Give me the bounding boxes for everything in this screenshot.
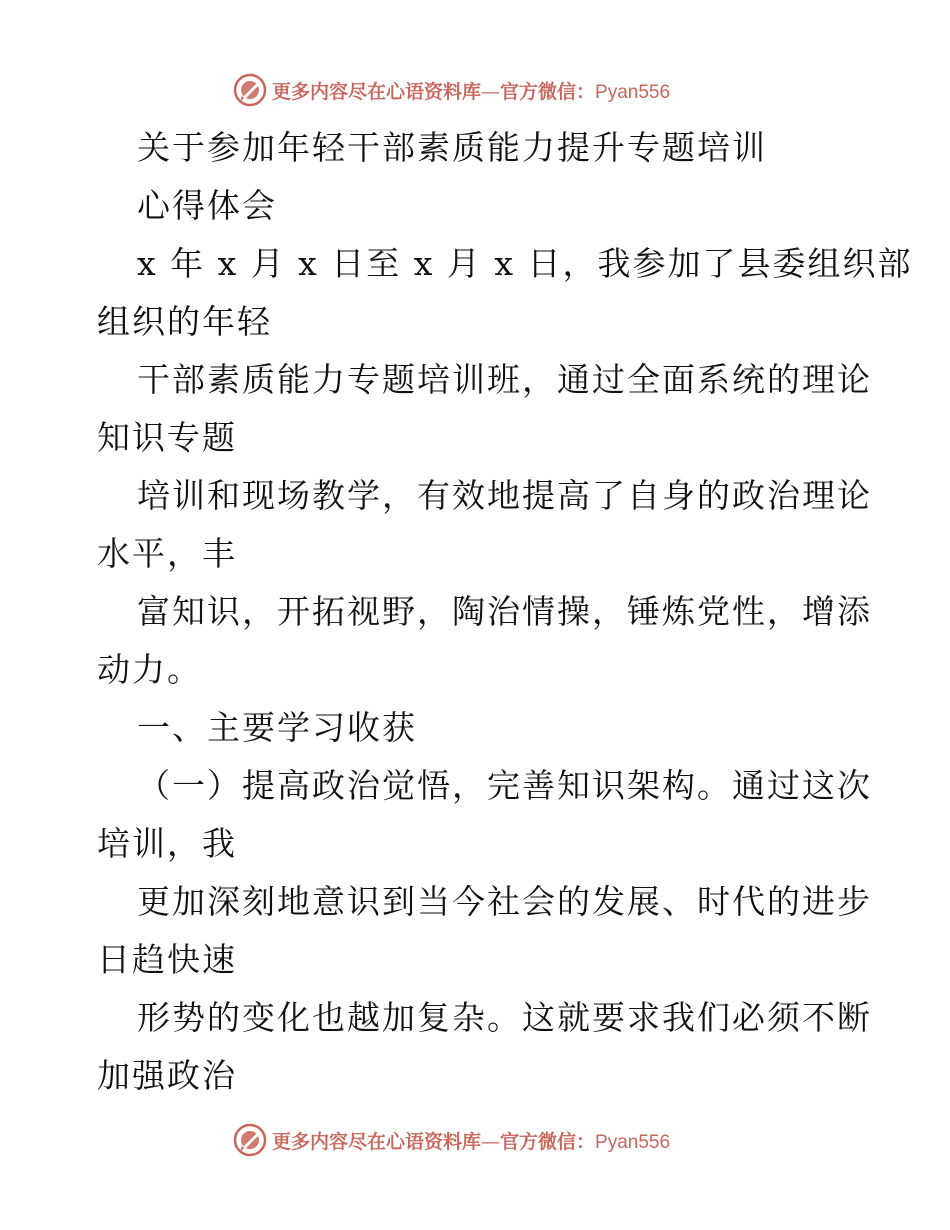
text-line: 知识专题: [97, 418, 237, 457]
text-line: x 年 x 月 x 日至 x 月 x 日，我参加了县委组织部: [137, 244, 913, 283]
pen-circle-logo-icon: [232, 1122, 268, 1158]
text-line: 形势的变化也越加复杂。这就要求我们必须不断: [137, 998, 872, 1037]
text-line: 培训和现场教学，有效地提高了自身的政治理论: [137, 476, 872, 515]
text-line: 更加深刻地意识到当今社会的发展、时代的进步: [137, 882, 872, 921]
header-watermark: [232, 72, 670, 108]
text-line: 培训，我: [97, 824, 237, 863]
text-line: 一、主要学习收获: [137, 708, 417, 747]
watermark-text: 更多内容尽在心语资料库: [272, 1130, 482, 1153]
text-line: 水平，丰: [97, 534, 237, 573]
text-line: 动力。: [97, 650, 202, 689]
watermark-separator: —: [481, 1130, 501, 1153]
watermark-handle: Pyan556: [595, 1131, 671, 1153]
pen-circle-logo-icon: [232, 72, 268, 108]
text-line: 心得体会: [137, 186, 277, 225]
watermark-text: 更多内容尽在心语资料库: [272, 80, 482, 103]
text-line: 日趋快速: [97, 940, 237, 979]
document-body: [97, 124, 913, 1110]
footer-watermark: [232, 1122, 670, 1158]
text-line: 加强政治: [97, 1056, 237, 1095]
text-line: 干部素质能力专题培训班，通过全面系统的理论: [137, 360, 872, 399]
watermark-suffix: 官方微信：: [500, 1130, 596, 1153]
watermark-separator: —: [481, 80, 501, 103]
watermark-suffix: 官方微信：: [500, 80, 596, 103]
text-line: （一）提高政治觉悟，完善知识架构。通过这次: [137, 766, 872, 805]
text-line: 富知识，开拓视野，陶治情操，锤炼党性，增添: [137, 592, 872, 631]
watermark-handle: Pyan556: [595, 81, 671, 103]
text-line: 组织的年轻: [97, 302, 272, 341]
text-line: 关于参加年轻干部素质能力提升专题培训: [137, 128, 767, 167]
